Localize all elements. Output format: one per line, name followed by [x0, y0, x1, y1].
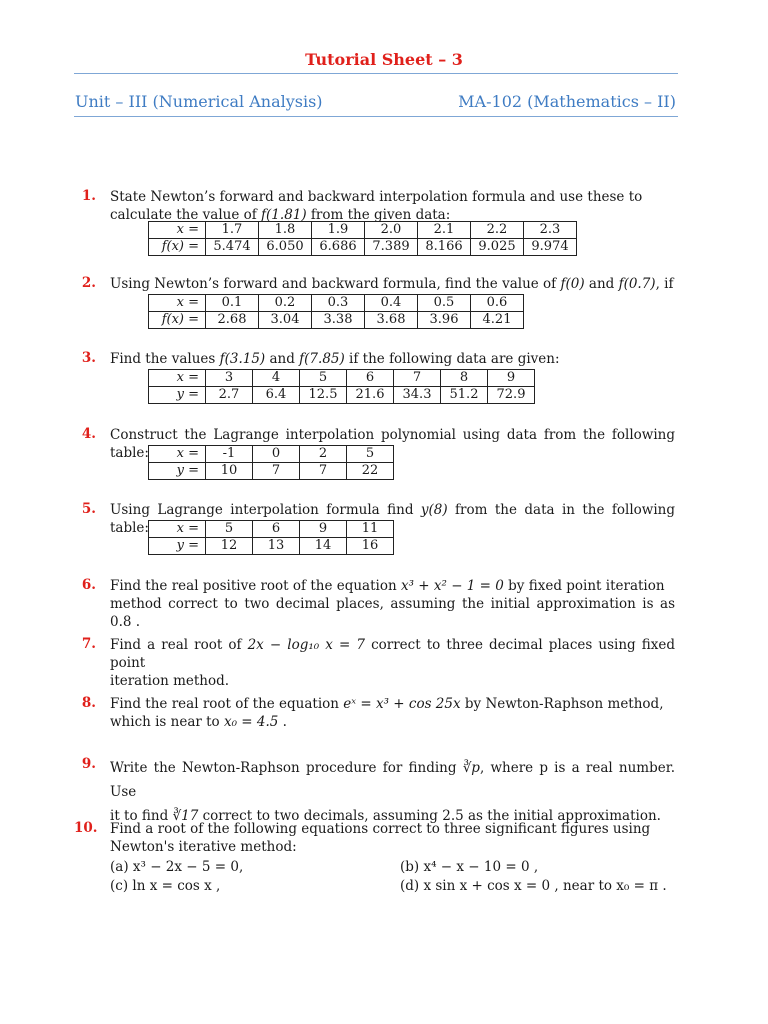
table-cell: 51.2	[441, 387, 488, 404]
table-cell: 2.0	[365, 222, 418, 239]
question-line	[110, 695, 675, 713]
table-cell: 2.2	[471, 222, 524, 239]
text-span: Using Lagrange interpolation formula find	[110, 502, 421, 518]
table-cell: 8	[441, 370, 488, 387]
math-expression: x³ + x² − 1 = 0	[400, 578, 504, 594]
table-cell: 2.1	[418, 222, 471, 239]
question-line	[110, 577, 675, 595]
table-cell: 7	[394, 370, 441, 387]
top-divider	[74, 73, 678, 74]
row-header: x =	[149, 222, 206, 239]
row-header: f(x) =	[149, 239, 206, 256]
table-cell: 4.21	[471, 312, 524, 329]
text-span: , where p is a real number. Use	[110, 760, 675, 800]
table-cell: 3	[206, 370, 253, 387]
question-text	[110, 695, 675, 731]
table-row	[149, 538, 394, 555]
text-span: by fixed point iteration	[503, 578, 665, 594]
table-cell: 3.96	[418, 312, 471, 329]
row-header: x =	[149, 370, 206, 387]
text-span: and	[584, 276, 619, 292]
question-number: 4.	[81, 426, 96, 442]
table-cell: 2.68	[206, 312, 259, 329]
question-line	[110, 350, 675, 368]
question-text	[110, 577, 675, 631]
table-row	[149, 295, 524, 312]
subpart-d: (d) x sin x + cos x = 0 , near to x₀ = π .	[400, 878, 667, 894]
row-header: x =	[149, 446, 206, 463]
unit-label: Unit – III (Numerical Analysis)	[75, 92, 323, 111]
question-line	[110, 275, 675, 293]
table-cell: 6.686	[312, 239, 365, 256]
table-cell: 0.5	[418, 295, 471, 312]
math-expression: f(3.15)	[219, 351, 266, 367]
header-divider	[74, 116, 678, 117]
table-cell: 5	[206, 521, 253, 538]
math-expression: f(1.81)	[261, 207, 307, 223]
table-cell: 1.9	[312, 222, 365, 239]
question-number: 9.	[81, 756, 96, 772]
data-table	[148, 221, 577, 256]
data-table	[148, 520, 394, 555]
text-span: correct to three decimal places using fixed point	[110, 637, 675, 671]
table-cell: -1	[206, 446, 253, 463]
text-span: , if	[655, 276, 674, 292]
table-row	[149, 387, 535, 404]
course-label: MA-102 (Mathematics – II)	[458, 92, 676, 111]
question-text	[110, 820, 675, 856]
table-cell: 0.2	[259, 295, 312, 312]
table-row	[149, 521, 394, 538]
data-table	[148, 445, 394, 480]
question-line: State Newton’s forward and backward interpolation formula and use these to	[110, 189, 643, 205]
row-header: y =	[149, 538, 206, 555]
table-cell: 0.4	[365, 295, 418, 312]
text-span: by Newton-Raphson method,	[460, 696, 664, 712]
text-span: .	[278, 714, 287, 730]
table-cell: 3.38	[312, 312, 365, 329]
data-table	[148, 294, 524, 329]
math-expression: f(0)	[560, 276, 585, 292]
table-cell: 9.974	[524, 239, 577, 256]
math-expression: f(0.7)	[618, 276, 656, 292]
question-number: 1.	[81, 188, 96, 204]
table-cell: 9	[488, 370, 535, 387]
row-header: y =	[149, 463, 206, 480]
table-cell: 16	[347, 538, 394, 555]
table-row	[149, 239, 577, 256]
table-cell: 5.474	[206, 239, 259, 256]
table-cell: 21.6	[347, 387, 394, 404]
math-expression: ∛p	[462, 760, 480, 776]
table-cell: 10	[206, 463, 253, 480]
question-number: 3.	[81, 350, 96, 366]
table-cell: 7.389	[365, 239, 418, 256]
question-text	[110, 350, 675, 368]
question-line: iteration method.	[110, 673, 230, 689]
question-text	[110, 636, 675, 690]
table-cell: 9	[300, 521, 347, 538]
question-number: 7.	[81, 636, 96, 652]
table-cell: 5	[300, 370, 347, 387]
table-cell: 6.050	[259, 239, 312, 256]
math-expression: ∛17	[172, 808, 199, 824]
table-cell: 1.7	[206, 222, 259, 239]
text-span: from the data in the following table:	[110, 502, 675, 536]
question-line: Find a root of the following equations correct to three significant figures using	[110, 821, 651, 837]
table-cell: 7	[253, 463, 300, 480]
table-cell: 72.9	[488, 387, 535, 404]
question-number: 5.	[81, 501, 96, 517]
question-line: Newton's iterative method:	[110, 839, 297, 855]
row-header: y =	[149, 387, 206, 404]
text-span: from the given data:	[306, 207, 451, 223]
table-cell: 7	[300, 463, 347, 480]
text-span: Using Newton’s forward and backward formula, find the value of	[110, 276, 561, 292]
question-line	[110, 713, 675, 731]
table-cell: 9.025	[471, 239, 524, 256]
question-number: 8.	[81, 695, 96, 711]
row-header: f(x) =	[149, 312, 206, 329]
table-cell: 5	[347, 446, 394, 463]
math-expression: eˣ = x³ + cos 25x	[343, 696, 461, 712]
subpart-a: (a) x³ − 2x − 5 = 0,	[110, 859, 244, 875]
question-line	[110, 636, 675, 672]
table-cell: 0.3	[312, 295, 365, 312]
text-span: it to find	[110, 808, 173, 824]
text-span: calculate the value of	[110, 207, 262, 223]
table-cell: 2	[300, 446, 347, 463]
math-expression: y(8)	[420, 502, 448, 518]
table-cell: 6	[347, 370, 394, 387]
sheet-title: Tutorial Sheet – 3	[305, 50, 463, 69]
table-row	[149, 312, 524, 329]
table-row	[149, 463, 394, 480]
question-text	[110, 275, 675, 293]
table-cell: 12	[206, 538, 253, 555]
question-text	[110, 188, 675, 224]
table-cell: 0.1	[206, 295, 259, 312]
text-span: Find the real positive root of the equation	[110, 578, 401, 594]
table-cell: 4	[253, 370, 300, 387]
table-cell: 3.04	[259, 312, 312, 329]
text-span: Find the values	[110, 351, 220, 367]
table-cell: 0	[253, 446, 300, 463]
text-span: and	[265, 351, 300, 367]
math-expression: 2x − log₁₀ x = 7	[247, 637, 365, 653]
question-line: method correct to two decimal places, assuming the initial approximation is as 0.8 .	[110, 596, 675, 630]
math-expression: f(7.85)	[299, 351, 345, 367]
question-line: Construct the Lagrange interpolation polynomial using data from the following table:	[110, 427, 675, 461]
table-cell: 22	[347, 463, 394, 480]
table-cell: 6.4	[253, 387, 300, 404]
table-cell: 8.166	[418, 239, 471, 256]
table-cell: 11	[347, 521, 394, 538]
text-span: Write the Newton-Raphson procedure for finding	[110, 760, 463, 776]
table-row	[149, 222, 577, 239]
table-cell: 1.8	[259, 222, 312, 239]
table-cell: 34.3	[394, 387, 441, 404]
text-span: correct to two decimals, assuming 2.5 as the initial approximation.	[198, 808, 661, 824]
table-row	[149, 370, 535, 387]
question-number: 6.	[81, 577, 96, 593]
text-span: which is near to	[110, 714, 224, 730]
question-line	[110, 756, 675, 804]
row-header: x =	[149, 521, 206, 538]
row-header: x =	[149, 295, 206, 312]
math-expression: x₀ = 4.5	[223, 714, 279, 730]
question-number: 10.	[74, 820, 98, 836]
table-cell: 12.5	[300, 387, 347, 404]
table-cell: 13	[253, 538, 300, 555]
data-table	[148, 369, 535, 404]
subpart-c: (c) ln x = cos x ,	[110, 878, 221, 894]
question-text	[110, 756, 675, 828]
table-cell: 2.3	[524, 222, 577, 239]
table-row	[149, 446, 394, 463]
table-cell: 2.7	[206, 387, 253, 404]
text-span: Find the real root of the equation	[110, 696, 344, 712]
table-cell: 0.6	[471, 295, 524, 312]
table-cell: 3.68	[365, 312, 418, 329]
table-cell: 6	[253, 521, 300, 538]
question-number: 2.	[81, 275, 96, 291]
text-span: Find a real root of	[110, 637, 248, 653]
table-cell: 14	[300, 538, 347, 555]
subpart-b: (b) x⁴ − x − 10 = 0 ,	[400, 859, 539, 875]
text-span: if the following data are given:	[344, 351, 560, 367]
